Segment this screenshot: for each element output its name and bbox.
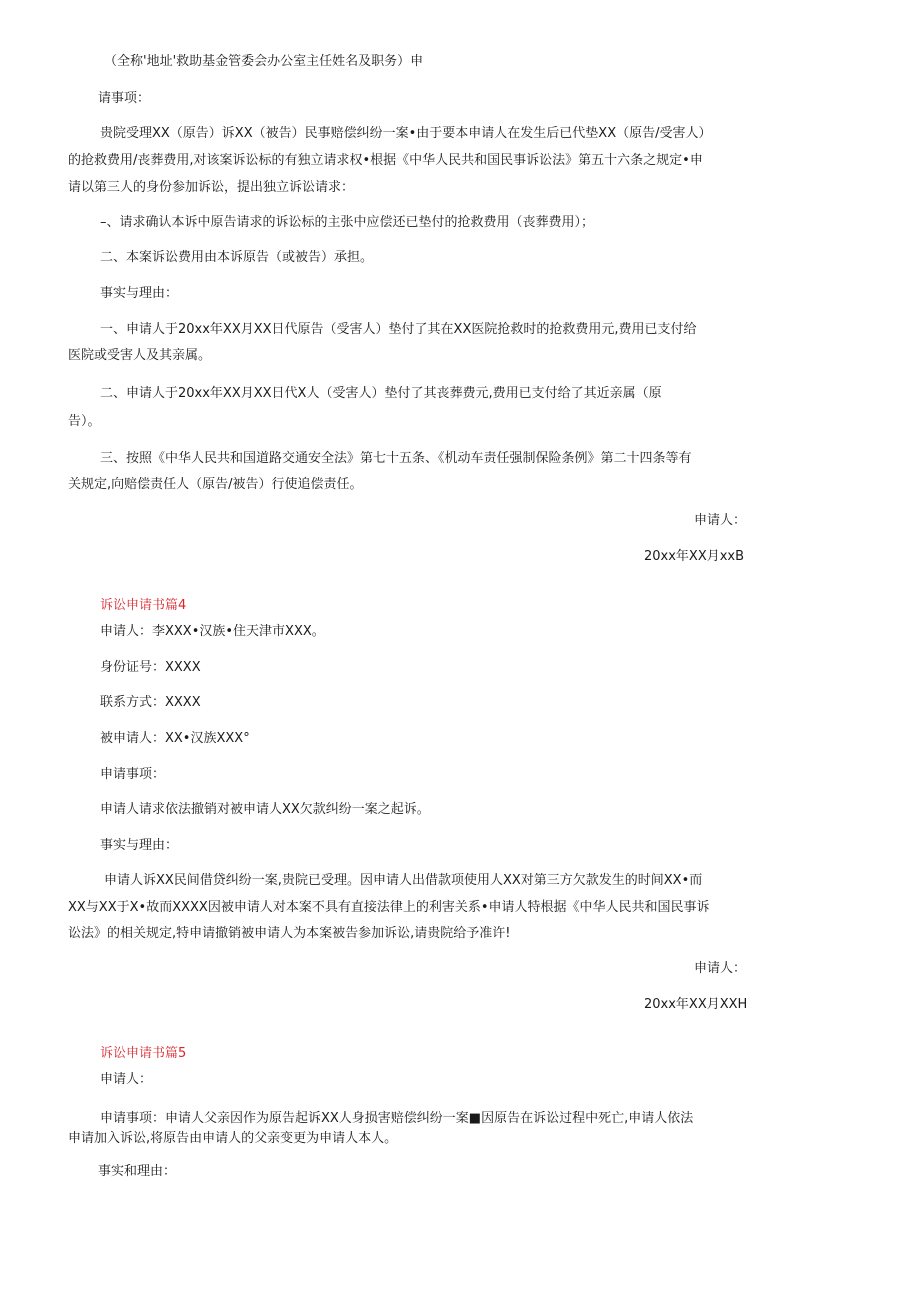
fact3-line2: 关规定,向赔偿责任人（原告/被告）行使追偿责任。	[68, 477, 363, 492]
facts4-line1: 申请人诉XX民间借贷纠纷一案,贵院已受理。因申请人出借款项使用人XX对第三方欠款发生的时间XX•而	[104, 873, 703, 888]
request5-line1: 申请事项：申请人父亲因作为原告起诉XX人身损害赔偿纠纷一案■因原告在诉讼过程中死亡,申请人依法	[100, 1111, 694, 1126]
date-4: 20xx年XX月XXH	[644, 997, 748, 1012]
request-heading-4: 申请事项：	[100, 767, 166, 782]
para1-line2: 的抢救费用/丧葬费用,对该案诉讼标的有独立请求权•根据《中华人民共和国民事诉讼法》第五十六条之规定•申	[68, 153, 703, 168]
section5-title: 诉讼申请书篇5	[100, 1046, 187, 1061]
claim-1: –、请求确认本诉中原告请求的诉讼标的主张中应偿还已垫付的抢救费用（丧葬费用）；	[100, 215, 595, 230]
facts-heading-4: 事实与理由：	[100, 838, 179, 853]
request5-line2: 申请加入诉讼,将原告由申请人的父亲变更为申请人本人。	[68, 1131, 398, 1146]
date-3: 20xx年XX月xxB	[644, 549, 745, 564]
respondent-4: 被申请人：XX•汉族XXX°	[100, 731, 250, 746]
section4-title: 诉讼申请书篇4	[100, 598, 187, 613]
facts-heading-5: 事实和理由：	[98, 1164, 177, 1179]
signer-4: 申请人：	[694, 961, 747, 976]
applicant-4: 申请人：李XXX•汉族•住天津市XXX。	[100, 624, 325, 639]
facts-heading: 事实与理由：	[100, 286, 179, 301]
facts4-line2: XX与XX于X•故而XXXX因被申请人对本案不具有直接法律上的利害关系•申请人特根据《中华人民共和国民事诉	[68, 900, 710, 915]
fact3-line1: 三、按照《中华人民共和国道路交通安全法》第七十五条、《机动车责任强制保险条例》第二十四条等有	[100, 451, 692, 466]
fact2-line1: 二、申请人于20xx年XX月XX日代X人（受害人）垫付了其丧葬费元,费用已支付给了其近亲属（原	[100, 386, 662, 401]
fact1-line2: 医院或受害人及其亲属。	[68, 348, 212, 363]
signer-3: 申请人：	[694, 513, 747, 528]
intro-line: （全称'地址'救助基金管委会办公室主任姓名及职务）申	[104, 54, 424, 69]
fact2-line2: 告）。	[68, 414, 101, 429]
fact1-line1: 一、申请人于20xx年XX月XX日代原告（受害人）垫付了其在XX医院抢救时的抢救费用元,费用已支付给	[100, 322, 697, 337]
id-number: 身份证号：XXXX	[100, 660, 201, 675]
contact-info: 联系方式：XXXX	[100, 695, 201, 710]
para1-line1: 贵院受理XX（原告）诉XX（被告）民事赔偿纠纷一案•由于要本申请人在发生后已代垫XX（原告/受害人）	[100, 126, 712, 141]
request-4: 申请人请求依法撤销对被申请人XX欠款纠纷一案之起诉。	[100, 802, 430, 817]
para1-line3: 请以第三人的身份参加诉讼，提出独立诉讼请求：	[68, 180, 355, 195]
facts4-line3: 讼法》的相关规定,特申请撤销被申请人为本案被告参加诉讼,请贵院给予准许!	[68, 926, 511, 941]
applicant-5: 申请人：	[100, 1072, 153, 1087]
request-heading: 请事项：	[98, 91, 151, 106]
claim-2: 二、本案诉讼费用由本诉原告（或被告）承担。	[100, 250, 374, 265]
